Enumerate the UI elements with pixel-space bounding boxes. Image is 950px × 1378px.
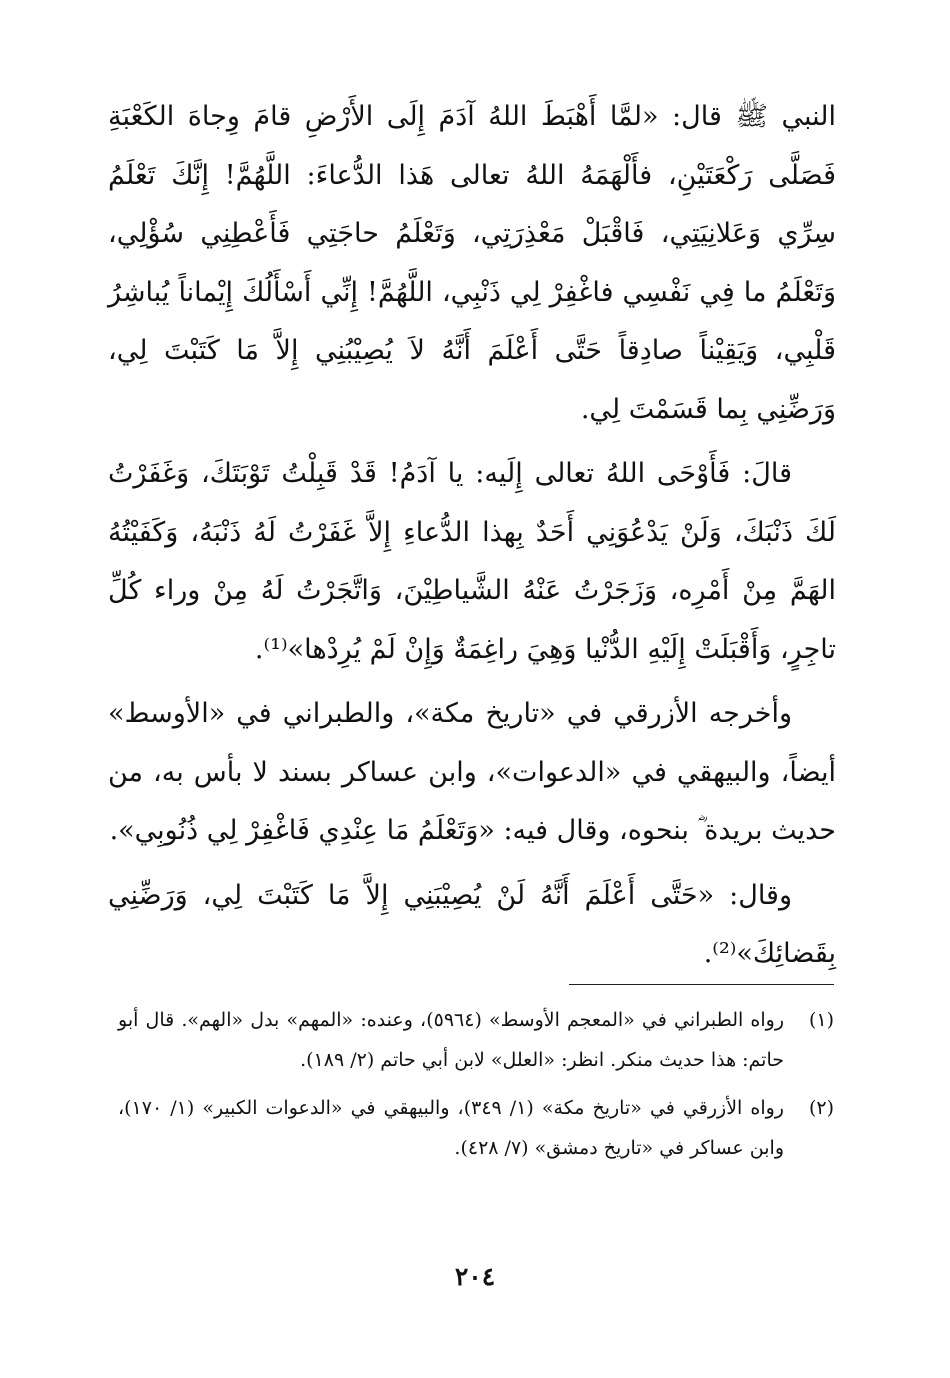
paragraph-takhrij: وأخرجه الأزرقي في «تاريخ مكة»، والطبراني في «الأوسط» أيضاً، والبيهقي في «الدعوات»، وابن عساكر بسند لا بأس به، من حديث بريدة ؓ بنحوه، وقال فيه: «وَتَعْلَمُ مَا عِنْدِي فَاغْفِرْ لِي ذُنُوبِي». <box>108 698 836 846</box>
footnote-2 <box>118 1088 834 1168</box>
page-body <box>108 88 836 990</box>
main-text <box>108 88 836 984</box>
paragraph-prayer: النبي ﷺ قال: «لمَّا أَهْبَطَ اللهُ آدَمَ إِلَى الأَرْضِ قامَ وِجاهَ الكَعْبَةِ فَصَلَّى رَكْعَتَيْنِ، فأَلْهَمَهُ اللهُ تعالى هَذا الدُّعاءَ: اللَّهُمَّ! إِنَّكَ تَعْلَمُ سِرِّي وَعَلانِيَتِي، فَاقْبَلْ مَعْذِرَتِي، وَتَعْلَمُ حاجَتِي فَأَعْطِنِي سُؤْلِي، وَتَعْلَمُ ما فِي نَفْسِي فاغْفِرْ لِي ذَنْبِي، اللَّهُمَّ! إِنِّي أَسْأَلُكَ إِيْماناً يُباشِرُ قَلْبِي، وَيَقِيْناً صادِقاً حَتَّى أَعْلَمَ أَنَّهُ لاَ يُصِيْبُنِي إِلاَّ مَا كَتَبْتَ لِي، وَرَضِّنِي بِما قَسَمْتَ لِي. <box>108 101 836 425</box>
footnote-number: (٢) <box>808 1097 834 1119</box>
footnote-1 <box>118 1000 834 1080</box>
paragraph-variant: وقال: «حَتَّى أَعْلَمَ أَنَّهُ لَنْ يُصِيْبَنِي إِلاَّ مَا كَتَبْتَ لِي، وَرَضِّنِي بِقَضائِكَ»⁽²⁾. <box>108 879 836 969</box>
footnote-text: رواه الأزرقي في «تاريخ مكة» (١/ ٣٤٩)، والبيهقي في «الدعوات الكبير» (١/ ١٧٠)، وابن عساكر في «تاريخ دمشق» (٧/ ٤٢٨). <box>118 1097 784 1159</box>
footnote-divider <box>569 984 834 985</box>
page-number: ٢٠٤ <box>454 1262 496 1291</box>
footnote-number: (١) <box>808 1009 834 1031</box>
footnotes <box>118 1000 834 1176</box>
footnote-text: رواه الطبراني في «المعجم الأوسط» (٥٩٦٤)، وعنده: «المهم» بدل «الهم». قال أبو حاتم: هذا حديث منكر. انظر: «العلل» لابن أبي حاتم (٢/ ١٨٩). <box>118 1009 784 1071</box>
paragraph-revelation: قالَ: فَأَوْحَى اللهُ تعالى إِلَيه: يا آدَمُ! قَدْ قَبِلْتُ تَوْبَتَكَ، وَغَفَرْتُ لَكَ ذَنْبَكَ، وَلَنْ يَدْعُوَنِي أَحَدٌ بِهذا الدُّعاءِ إِلاَّ غَفَرْتُ لَهُ ذَنْبَهُ، وَكَفَيْتُهُ الهَمَّ مِنْ أَمْرِه، وَزَجَرْتُ عَنْهُ الشَّياطِيْنَ، وَاتَّجَرْتُ لَهُ مِنْ وراء كُلِّ تاجِرٍ، وَأَقْبَلَتْ إِلَيْهِ الدُّنْيا وَهِيَ راغِمَةٌ وَإِنْ لَمْ يُرِدْها»⁽¹⁾. <box>108 458 836 665</box>
